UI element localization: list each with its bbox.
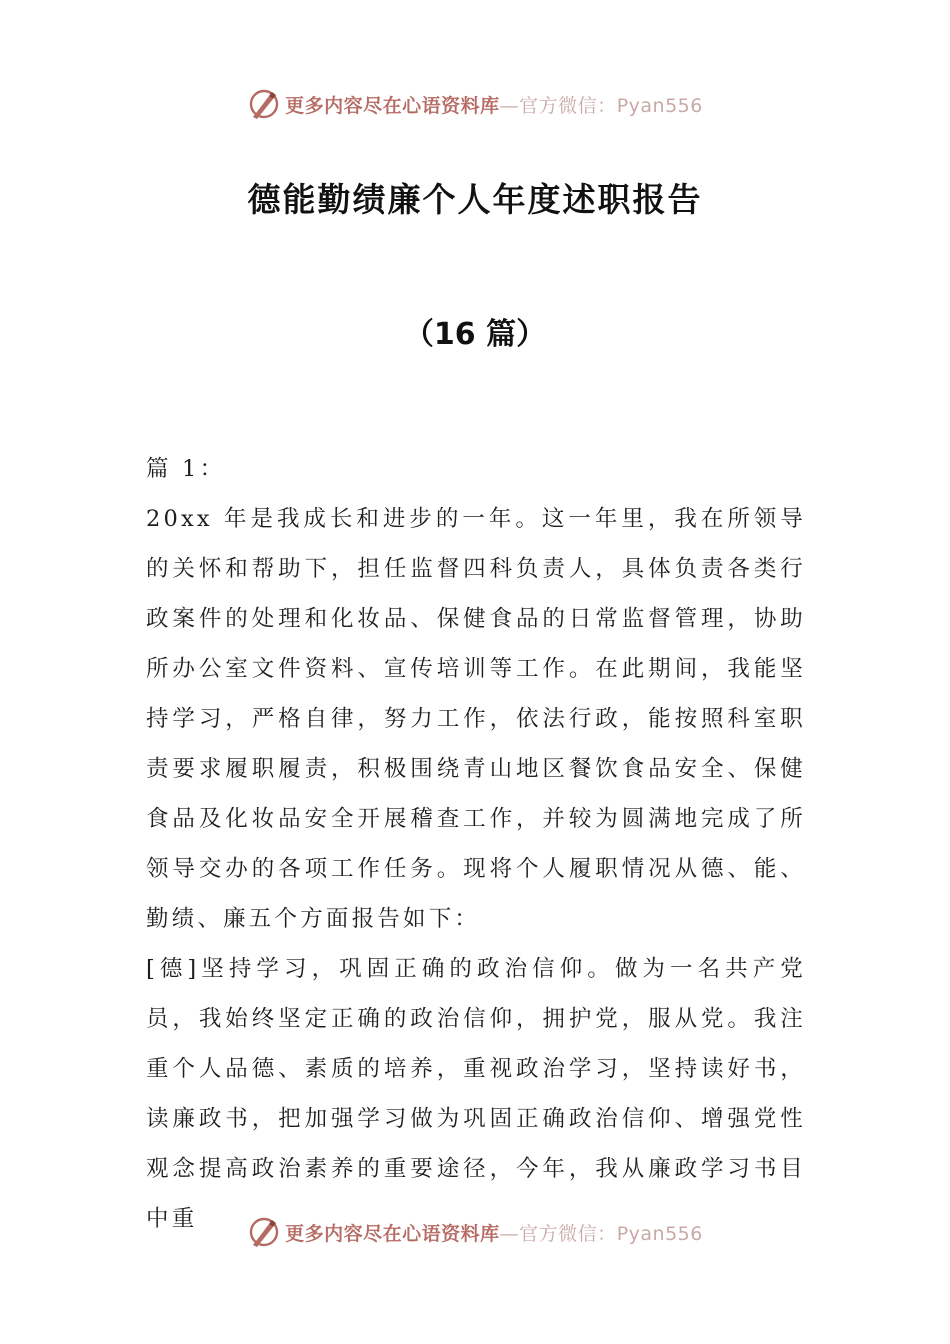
watermark-text: 更多内容尽在心语资料库—官方微信：Pyan556 bbox=[285, 94, 703, 117]
watermark-text: 更多内容尽在心语资料库—官方微信：Pyan556 bbox=[285, 1222, 703, 1245]
footer-watermark bbox=[0, 1212, 950, 1252]
body-paragraph: [德]坚持学习，巩固正确的政治信仰。做为一名共产党员，我始终坚定正确的政治信仰，拥护党，服从党。我注重个人品德、素质的培养，重视政治学习，坚持读好书，读廉政书，把加强学习做为巩固正确政治信仰、增强党性观念提高政治素养的重要途径，今年，我从廉政学习书目中重 bbox=[146, 956, 806, 1232]
document-subtitle: （16 篇） bbox=[403, 317, 547, 352]
body-paragraph: 20xx 年是我成长和进步的一年。这一年里，我在所领导的关怀和帮助下，担任监督四科负责人，具体负责各类行政案件的处理和化妆品、保健食品的日常监督管理，协助所办公室文件资料、宣传培训等工作。在此期间，我能坚持学习，严格自律，努力工作，依法行政，能按照科室职责要求履职履责，积极围绕青山地区餐饮食品安全、保健食品及化妆品安全开展稽查工作，并较为圆满地完成了所领导交办的各项工作任务。现将个人履职情况从德、能、勤绩、廉五个方面报告如下： bbox=[146, 506, 806, 932]
document-body bbox=[146, 444, 806, 1244]
section-label: 篇 1： bbox=[146, 456, 226, 482]
pen-circle-logo-icon bbox=[247, 87, 281, 121]
header-watermark bbox=[0, 84, 950, 124]
document-title: 德能勤绩廉个人年度述职报告 bbox=[247, 180, 703, 219]
pen-circle-logo-icon bbox=[247, 1215, 281, 1249]
